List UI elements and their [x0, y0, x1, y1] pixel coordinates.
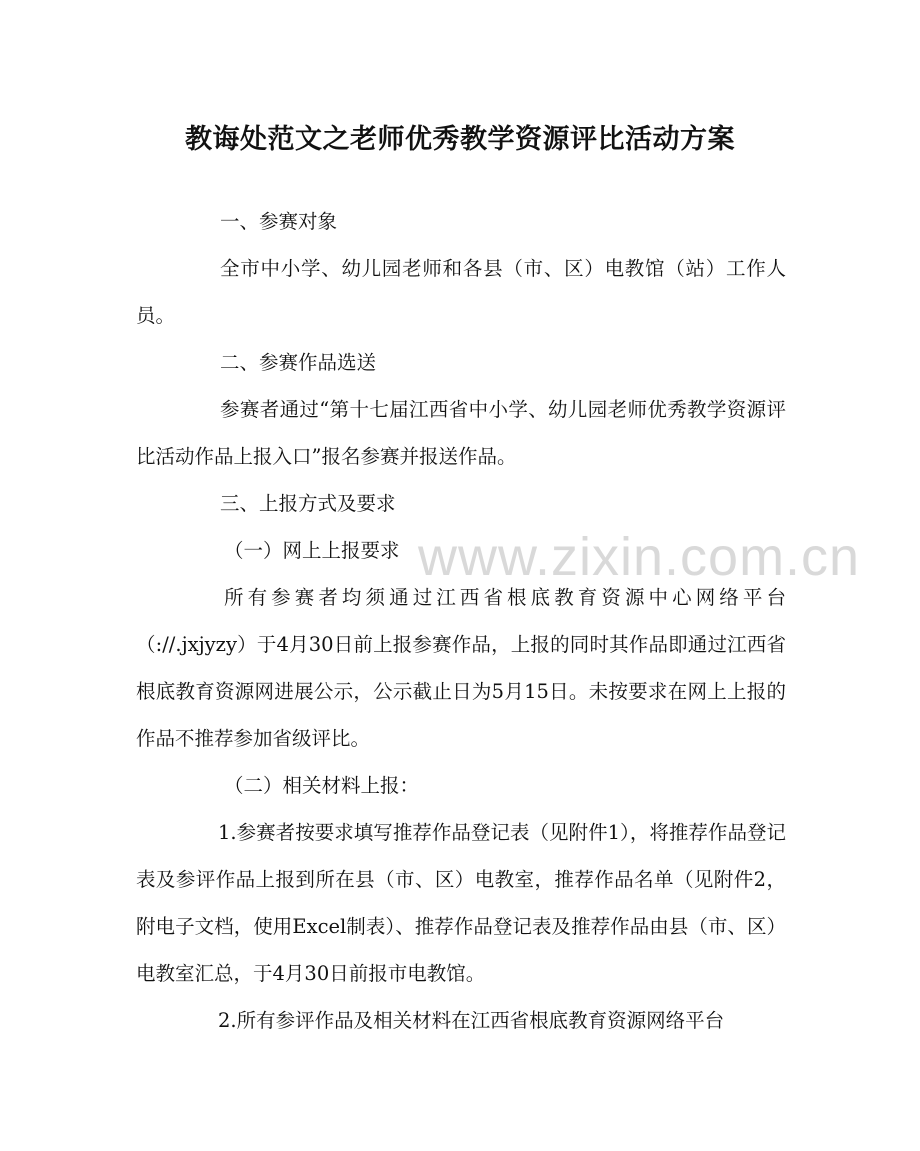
subsection-heading-materials: （二）相关材料上报：: [224, 774, 420, 797]
subsection-heading-online: （一）网上上报要求: [224, 539, 400, 562]
watermark: www.zixin.com.cn: [418, 527, 861, 587]
section-heading-2: 二、参赛作品选送: [220, 351, 377, 374]
document-title: 教诲处范文之老师优秀教学资源评比活动方案: [185, 124, 735, 155]
paragraph-materials-2: 2.所有参评作品及相关材料在江西省根底教育资源网络平台: [218, 1009, 725, 1032]
paragraph-materials-1: 1.参赛者按要求填写推荐作品登记表（见附件1），将推荐作品登记表及参评作品上报到所在县（市、区）电教室，推荐作品名单（见附件2，附电子文档，使用Excel制表）、推荐作品登记表及推荐作品由县（市、区）电教室汇总，于4月30日前报市电教馆。: [136, 821, 786, 985]
section-heading-1: 一、参赛对象: [220, 210, 338, 233]
section-heading-3: 三、上报方式及要求: [220, 492, 396, 515]
paragraph-participants: 全市中小学、幼儿园老师和各县（市、区）电教馆（站）工作人员。: [136, 257, 786, 327]
paragraph-online-requirements: 所有参赛者均须通过江西省根底教育资源中心网络平台（://.jxjyzy）于4月30日前上报参赛作品，上报的同时其作品即通过江西省根底教育资源网进展公示，公示截止日为5月15日。未按要求在网上上报的作品不推荐参加省级评比。: [136, 586, 786, 750]
paragraph-submission: 参赛者通过“第十七届江西省中小学、幼儿园老师优秀教学资源评比活动作品上报入口”报名参赛并报送作品。: [136, 398, 786, 468]
